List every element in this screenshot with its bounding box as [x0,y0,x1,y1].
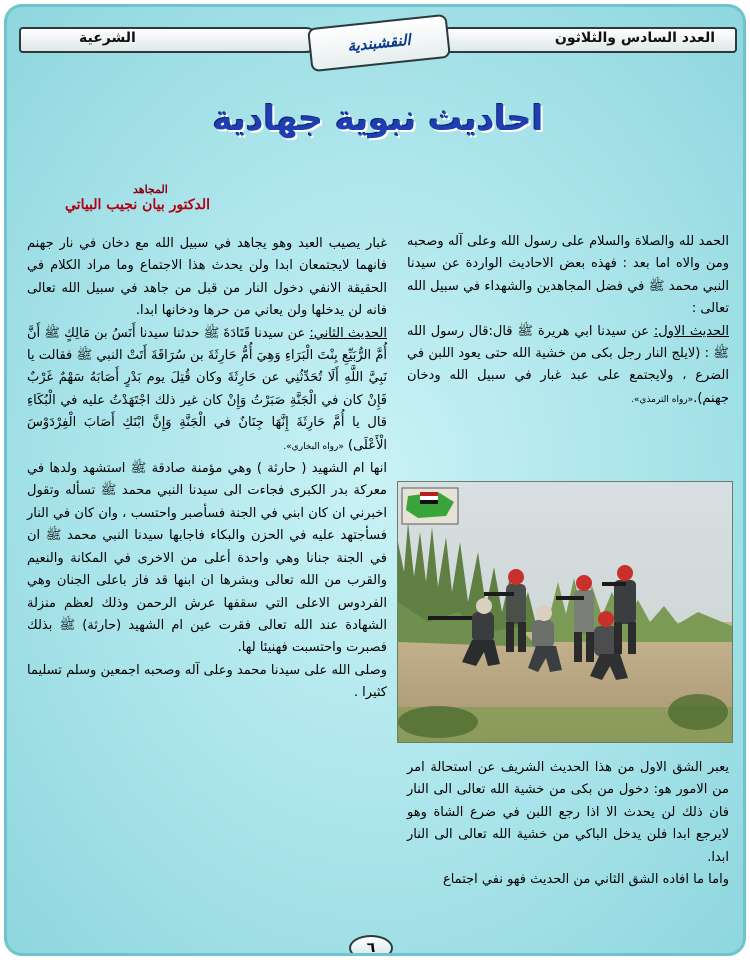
bottom-paragraph-2: واما ما افاده الشق الثاني من الحديث فهو نفي اجتماع [442,872,729,888]
magazine-name: النقشبندية [346,30,412,56]
hadith-one [407,321,729,412]
left-paragraph-3: وصلى الله على سيدنا محمد وعلى آله وصحبه اجمعين وسلم تسليما كثيرا . [27,662,387,701]
issue-number: العدد السادس والثلاثون [554,30,715,46]
magazine-page [4,4,746,956]
bottom-paragraph-1: يعبر الشق الاول من هذا الحديث الشريف عن استحالة امر من الامور هو: دخول من بكى من خشية الله تعالى الى النار فان ذلك لن يحدث الا اذا رجع اللبن في ضرع الشاة وهو لايرجع ابدا فلن يدخل الباكي من خشية الله تعالى الى النار ابدا. [407,760,729,865]
hadith-one-text: عن سيدنا ابي هريرة ﷺ قال:قال رسول الله ﷺ : (لايلج النار رجل بكى من خشية الله حتى يعود اللبن في الضرع ، ولايجتمع على عبد غبار في سبيل الله ودخان جهنم). [407,323,729,406]
right-column [407,231,729,411]
left-paragraph-2: انها ام الشهيد ( حارثة ) وهي مؤمنة صادقة ﷺ استشهد ولدها في معركة بدر الكبرى فجاءت الى سيدنا النبي محمد ﷺ تسأله وتقول اخبرني ان كان ابني في الجنة فسأصبر واحتسب ، وان كان في النار فسأجتهد عليه في الحزن والبكاء فاجابها سيدنا النبي محمد ﷺ ان في الجنة جنانا وهي واحدة أعلى من الاخرى في المكانة والنعيم والقرب من الله تعالى وبشرها ان ابنها قد فاز باعلى الجنان وهي الفردوس الاعلى التي سقفها عرش الرحمن وذلك لعظم منزلة الشهادة عند الله تعالى فقرت عين ام الشهيد (حارثة) ﷺ بذلك فصبرت واحتسبت فهنيئا لها. [27,461,387,656]
photo-illustration [398,482,733,743]
hadith-two-heading: الحديث الثاني: [309,325,387,341]
mujahideen-photo [397,481,733,743]
hadith-two-text: عن سيدنا قَتَادَةَ ﷺ حدثنا سيدنا أَنَسُ بن مَالِكٍ ﷺ أَنَّ أُمَّ الرُّبَيِّعِ بِنْتَ الْبَرَاءِ وَهِيَ أُمُّ حَارِثَةَ بن سُرَاقَةَ أَتَتْ النبي ﷺ فقالت يا نَبِيَّ اللَّهِ أَلَا تُحَدِّثُنِي عن حَارِثَةَ وكان قُتِلَ يوم بَدْرٍ أَصَابَهُ سَهْمٌ غَرْبٌ فَإِنْ كان في الْجَنَّةِ صَبَرْتُ وَإِنْ كان غير ذلك اجْتَهَدْتُ عليه في الْبُكَاءِ قال يا أُمَّ حَارِثَةَ إِنَّهَا جِنَانٌ في الْجَنَّةِ وَإِنَّ ابْنَكِ أَصَابَ الْفِرْدَوْسَ الْأَعْلَى) [27,325,387,453]
author-role: المجاهد [133,183,168,196]
ribbon-center-badge [307,14,451,72]
intro-paragraph: الحمد لله والصلاة والسلام على رسول الله وعلى آله وصحبه ومن والاه اما بعد : فهذه بعض الاحاديث الواردة عن سيدنا النبي محمد ﷺ في فضل المجاهدين والشهداء في سبيل الله تعالى : [407,234,729,317]
section-category: الشرعية [79,30,136,46]
hadith-one-heading: الحديث الاول: [653,323,729,339]
left-column [27,233,387,705]
hadith-two [27,323,387,458]
hadith-two-source: «رواه البخاري». [283,441,344,452]
author-name: الدكتور بيان نجيب البياتي [65,197,211,213]
left-paragraph-1: غبار يصيب العبد وهو يجاهد في سبيل الله مع دخان في نار جهنم فانهما لايجتمعان ابدا ولن يحدث هذا الاجتماع وما مراد الكلام في الحقيقة الانفي دخول النار من قبل من جاهد في سبيل الله تعالى فانه لن يدخلها ولن يعاني من حرها ودخانها ابدا. [27,236,387,319]
bottom-right-column [407,757,729,891]
header-ribbon [19,21,737,55]
article-title: احاديث نبوية جهادية [212,99,544,139]
ribbon-left-band [19,27,319,53]
page-number: ٦ [349,935,393,956]
hadith-one-source: «رواه الترمذي». [631,394,694,405]
